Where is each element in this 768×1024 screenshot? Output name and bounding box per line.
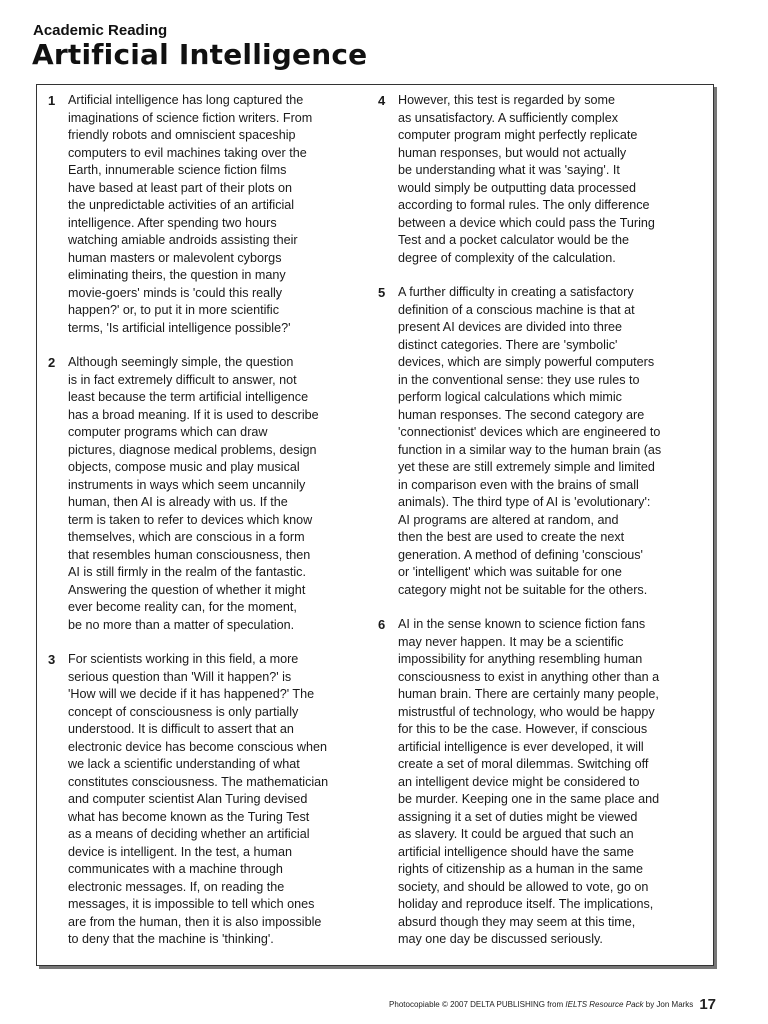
right-column bbox=[378, 92, 696, 966]
paragraph-number: 4 bbox=[378, 93, 386, 108]
paragraph-text: Artificial intelligence has long captured the imaginations of science fiction writers. From friendly robots and omniscient spaceship computers to evil machines taking over the Earth, innumerable science fiction films have based at least part of their plots on the unpredictable activities of an artificial intelligence. After spending two hours watching amiable androids assisting their human masters or malevolent cyborgs eliminating theirs, the question in many movie-goers' minds is 'could this really happen?' or, to put it in more scientific terms, 'Is artificial intelligence possible?' bbox=[68, 93, 313, 335]
paragraph-number: 1 bbox=[48, 93, 56, 108]
paragraph-6 bbox=[378, 616, 696, 949]
section-kicker: Academic Reading bbox=[33, 22, 168, 39]
paragraph-text: For scientists working in this field, a more serious question than 'Will it happen?' is 'How will we decide if it has happened?' The concept of consciousness is only partially understood. It is difficult to assert that an electronic device has become conscious when we lack a scientific understanding of what constitutes consciousness. The mathematician and computer scientist Alan Turing devised what has become known as the Turing Test as a means of deciding whether an artificial device is intelligent. In the test, a human communicates with a machine through electronic messages. If, on reading the messages, it is impossible to tell which ones are from the human, then it is also impossible to deny that the machine is 'thinking'. bbox=[68, 652, 329, 946]
paragraph-number: 6 bbox=[378, 617, 386, 632]
paragraph-text: A further difficulty in creating a satisfactory definition of a conscious machine is that at present AI devices are divided into three distinct categories. There are 'symbolic' devices, which are simply powerful computers in the conventional sense: they use rules to perform logical calculations which mimic human responses. The second category are 'connectionist' devices which are engineered to function in a similar way to the human brain (as yet these are still extremely simple and limited in comparison even with the brains of small animals). The third type of AI is 'evolutionary': AI programs are altered at random, and then the best are used to create the next generation. A method of defining 'conscious' or 'intelligent' which was suitable for one category might not be suitable for the others. bbox=[398, 285, 662, 597]
footer-author: by Jon Marks bbox=[643, 1000, 694, 1009]
paragraph-1 bbox=[48, 92, 356, 337]
paragraph-text: However, this test is regarded by some as unsatisfactory. A sufficiently complex computer program might perfectly replicate human responses, but would not actually be understanding what it was 'saying'. It would simply be outputting data processed according to formal rules. The only difference between a device which could pass the Turing Test and a pocket calculator would be the degree of complexity of the calculation. bbox=[398, 93, 655, 265]
paragraph-2 bbox=[48, 354, 356, 634]
paragraph-number: 2 bbox=[48, 355, 56, 370]
paragraph-text: Although seemingly simple, the question is in fact extremely difficult to answer, not least because the term artificial intelligence has a broad meaning. If it is used to describe computer programs which can draw pictures, diagnose medical problems, design objects, compose music and play musical instruments in ways which seem uncannily human, then AI is already with us. If the term is taken to refer to devices which know themselves, which are conscious in a form that resembles human consciousness, then AI is still firmly in the realm of the fantastic. Answering the question of whether it might ever become reality can, for the moment, be no more than a matter of speculation. bbox=[68, 355, 319, 632]
page-title: Artificial Intelligence bbox=[32, 38, 368, 71]
paragraph-4 bbox=[378, 92, 696, 267]
paragraph-number: 5 bbox=[378, 285, 386, 300]
footer-copyright: Photocopiable © 2007 DELTA PUBLISHING from bbox=[389, 1000, 566, 1009]
page-footer bbox=[389, 996, 716, 1013]
left-column bbox=[48, 92, 356, 966]
paragraph-text: AI in the sense known to science fiction fans may never happen. It may be a scientific impossibility for anything resembling human consciousness to exist in anything other than a human brain. There are certainly many people, mistrustful of technology, who would be happy for this to be the case. However, if conscious artificial intelligence is ever developed, it will create a set of moral dilemmas. Switching off an intelligent device might be considered to be murder. Keeping one in the same place and assigning it a set of duties might be viewed as slavery. It could be argued that such an artificial intelligence should have the same rights of citizenship as a human in the same society, and should be allowed to vote, go on holiday and reproduce itself. The implications, absurd though they may seem at this time, may one day be discussed seriously. bbox=[398, 617, 660, 946]
page-number: 17 bbox=[699, 996, 716, 1013]
paragraph-number: 3 bbox=[48, 652, 56, 667]
paragraph-5 bbox=[378, 284, 696, 599]
paragraph-3 bbox=[48, 651, 356, 949]
footer-book-title: IELTS Resource Pack bbox=[565, 1000, 644, 1009]
